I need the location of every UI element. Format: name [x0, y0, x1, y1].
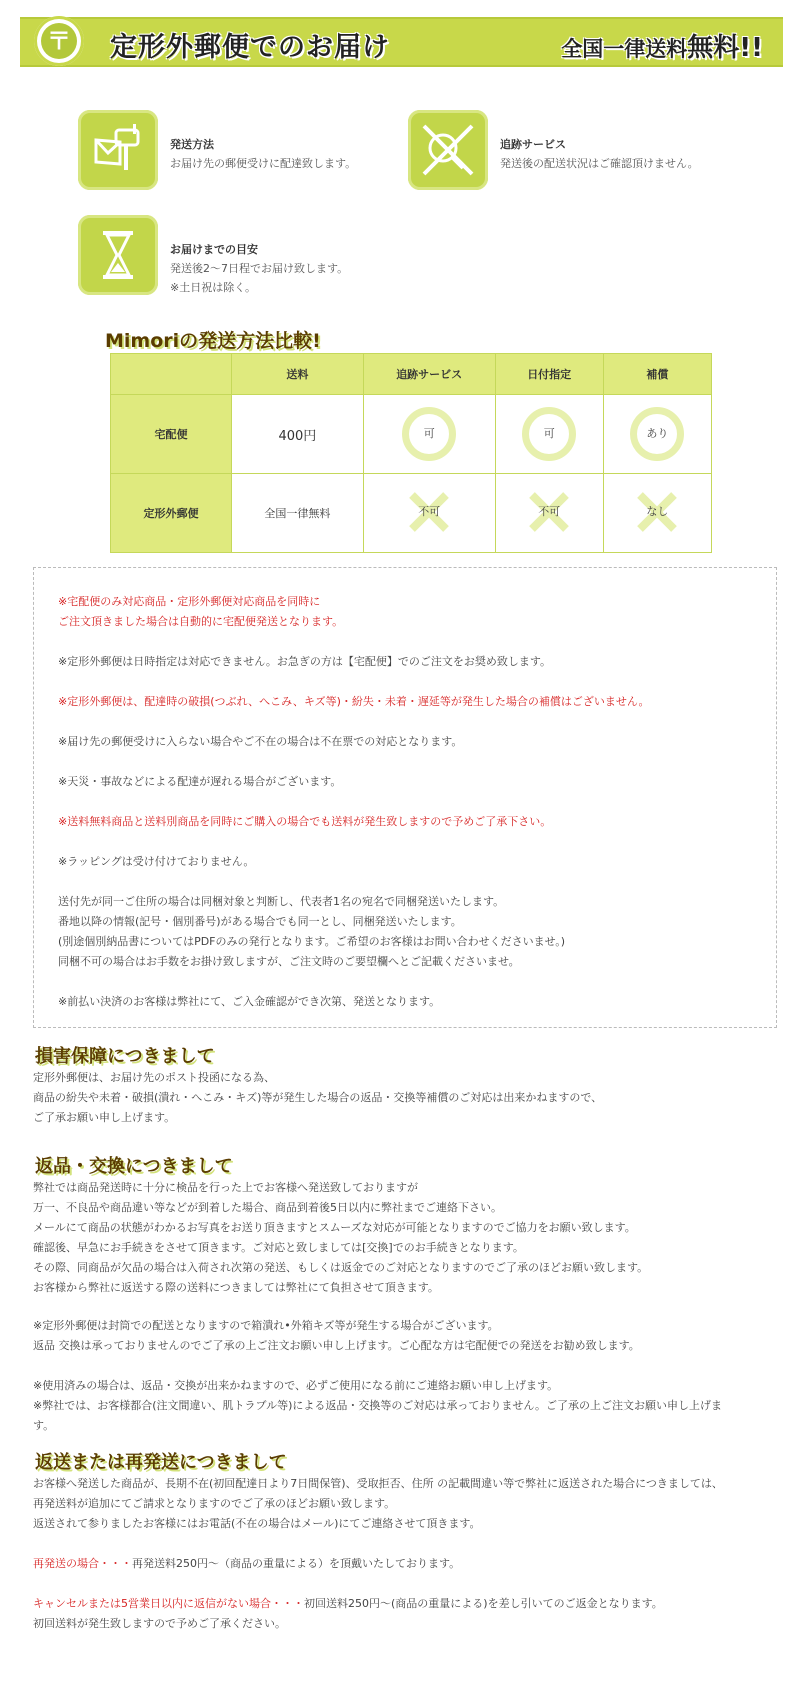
note-line: 送付先が同一ご住所の場合は同梱対象と判断し、代表者1名の宛名で同梱発送いたします。 [58, 895, 505, 908]
cross-label: 不可 [538, 504, 561, 518]
tracking-cell [363, 395, 495, 474]
cancel-line [33, 1594, 663, 1634]
text-line: す。 [33, 1419, 55, 1432]
note-line: 同梱不可の場合はお手数をお掛け致しますが、ご注文時のご要望欄へとご記載くださいませ。 [58, 955, 520, 968]
note-item [58, 732, 462, 752]
feature-desc-line: 発送後2〜7日程でお届け致します。 [170, 262, 349, 275]
table-header-cell: 送料 [232, 354, 364, 395]
table-row [111, 395, 712, 474]
unavailable-cross-icon [524, 487, 574, 537]
resend-label: 再発送の場合・・・ [33, 1557, 132, 1570]
text-line: 初回送料が発生致しますので予めご了承ください。 [33, 1617, 286, 1630]
text-line: 再発送料が追加にてご請求となりますのでご了承のほどお願い致します。 [33, 1497, 396, 1510]
feature-delivery-time [78, 215, 408, 297]
cancel-label: キャンセルまたは5営業日以内に返信がない場合・・・ [33, 1597, 304, 1610]
feature-title: 追跡サービス [500, 138, 566, 151]
text-line: 万一、不良品や商品違い等などが到着した場合、商品到着後5日以内に弊社までご連絡下さい。 [33, 1201, 502, 1214]
note-line: ※ラッピングは受け付けておりません。 [58, 855, 255, 868]
note-line: ※定形外郵便は日時指定は対応できません。お急ぎの方は【宅配便】でのご注文をお奨め致します。 [58, 655, 551, 668]
resend-fee-text: 再発送料250円〜（商品の重量による）を頂戴いたしております。 [132, 1557, 461, 1570]
returns-heading: 返品・交換につきまして [35, 1156, 233, 1177]
table-header-cell: 追跡サービス [363, 354, 495, 395]
text-line: 確認後、早急にお手続きをさせて頂きます。ご対応と致しましては[交換]でのお手続きとなります。 [33, 1241, 524, 1254]
table-header-cell: 補償 [603, 354, 711, 395]
comparison-table [110, 353, 712, 553]
text-line: 定形外郵便は、お届け先のポスト投函になる為、 [33, 1071, 275, 1084]
note-line: 番地以降の情報(記号・個別番号)がある場合でも同一とし、同梱発送いたします。 [58, 915, 462, 928]
note-item [58, 992, 440, 1012]
note-item [58, 692, 650, 712]
text-line: ※定形外郵便は封筒での配送となりますので箱潰れ•外箱キズ等が発生する場合がございます。 [33, 1319, 499, 1332]
available-circle-icon: 可 [522, 407, 576, 461]
cross-label: 不可 [418, 504, 441, 518]
note-item [58, 852, 254, 872]
text-line: 返品 交換は承っておりませんのでご了承の上ご注文お願い申し上げます。ご心配な方は宅配便での発送をお勧め致します。 [33, 1339, 640, 1352]
postal-mark-symbol: 〒 [41, 23, 77, 59]
mailbox-icon [78, 110, 158, 190]
feature-desc-line: 発送後の配送状況はご確認頂けません。 [500, 157, 699, 170]
available-circle-icon: あり [630, 407, 684, 461]
damage-heading: 損害保障につきまして [35, 1046, 215, 1067]
feature-title: 発送方法 [170, 138, 214, 151]
note-line: ※届け先の郵便受けに入らない場合やご不在の場合は不在票での対応となります。 [58, 735, 463, 748]
text-line: 商品の紛失や未着・破損(潰れ・へこみ・キズ)等が発生した場合の返品・交換等補償のご対応は出来かねますので、 [33, 1091, 603, 1104]
row-header-takuhaibin: 宅配便 [111, 395, 232, 474]
resend-fee-line [33, 1554, 460, 1574]
note-line: (別途個別納品書についてはPDFのみの発行となります。ご希望のお客様はお問い合わせくださいませ。) [58, 935, 566, 948]
returns-warning-1 [33, 1316, 640, 1356]
note-item [58, 772, 341, 792]
feature-shipping-method [78, 110, 408, 192]
cancel-text: 初回送料250円〜(商品の重量による)を差し引いてのご返金となります。 [304, 1597, 663, 1610]
no-tracking-icon [408, 110, 488, 190]
feature-desc-line: お届け先の郵便受けに配達致します。 [170, 157, 357, 170]
note-line: ※送料無料商品と送料別商品を同時にご購入の場合でも送料が発生致しますので予めご了承下さい。 [58, 815, 552, 828]
table-row [111, 474, 712, 553]
note-line: ※定形外郵便は、配達時の破損(つぶれ、へこみ、キズ等)・紛失・未着・遅延等が発生した場合の補償はございません。 [58, 695, 650, 708]
feature-desc-line: ※土日祝は除く。 [170, 281, 256, 294]
text-line: その際、同商品が欠品の場合は入荷され次第の発送、もしくは返金でのご対応となりますのでご了承のほどお願い致します。 [33, 1261, 649, 1274]
header-banner [20, 17, 783, 67]
note-line: ※宅配便のみ対応商品・定形外郵便対応商品を同時に [58, 595, 321, 608]
feature-desc [170, 259, 348, 297]
compensation-cell [603, 395, 711, 474]
note-item [58, 892, 565, 972]
postal-mark-icon [34, 16, 84, 66]
note-line: ※天災・事故などによる配達が遅れる場合がございます。 [58, 775, 342, 788]
damage-text [33, 1068, 602, 1128]
text-line: 返送されて参りましたお客様にはお電話(不在の場合はメール)にてご連絡させて頂きます。 [33, 1517, 481, 1530]
free-shipping-label [561, 27, 763, 64]
fee-cell: 全国一律無料 [232, 474, 364, 553]
hourglass-icon [78, 215, 158, 295]
text-line: メールにて商品の状態がわかるお写真をお送り頂きますとスムーズな対応が可能となりますのでご協力をお願い致します。 [33, 1221, 636, 1234]
note-item [58, 812, 551, 832]
text-line: お客様へ発送した商品が、長期不在(初回配達日より7日間保管)、受取拒否、住所 の記載間違い等で弊社に返送された場合につきましては、 [33, 1477, 723, 1490]
text-line: お客様から弊社に返送する際の送料につきましては弊社にて負担させて頂きます。 [33, 1281, 439, 1294]
cross-label: なし [646, 504, 669, 518]
date-cell [495, 474, 603, 553]
compensation-cell [603, 474, 711, 553]
unavailable-cross-icon [404, 487, 454, 537]
resend-heading: 返送または再発送につきまして [35, 1452, 287, 1473]
text-line: ご了承お願い申し上げます。 [33, 1111, 176, 1124]
text-line: ※使用済みの場合は、返品・交換が出来かねますので、必ずご使用になる前にご連絡お願い申し上げます。 [33, 1379, 559, 1392]
feature-tracking [408, 110, 748, 192]
returns-warning-2 [33, 1376, 722, 1436]
text-line: ※弊社では、お客様都合(注文間違い、肌トラブル等)による返品・交換等のご対応は承っておりません。ご了承の上ご注文お願い申し上げま [33, 1399, 723, 1412]
row-header-teikeigai: 定形外郵便 [111, 474, 232, 553]
available-circle-icon: 可 [402, 407, 456, 461]
note-item [58, 592, 343, 632]
returns-text [33, 1178, 648, 1298]
unavailable-cross-icon [632, 487, 682, 537]
notes-box [33, 567, 777, 1028]
tracking-cell [363, 474, 495, 553]
free-shipping-emphasis: 無料!! [687, 33, 763, 63]
note-item [58, 652, 551, 672]
comparison-title: Mimoriの発送方法比較! [105, 330, 321, 352]
feature-title: お届けまでの目安 [170, 243, 258, 256]
fee-cell: 400円 [232, 395, 364, 474]
feature-desc [170, 154, 356, 173]
resend-text [33, 1474, 723, 1534]
table-header-cell: 日付指定 [495, 354, 603, 395]
note-line: ※前払い決済のお客様は弊社にて、ご入金確認ができ次第、発送となります。 [58, 995, 441, 1008]
table-header-cell [111, 354, 232, 395]
banner-title: 定形外郵便でのお届け [110, 32, 390, 63]
date-cell [495, 395, 603, 474]
table-header-row [111, 354, 712, 395]
feature-desc [500, 154, 699, 173]
note-line: ご注文頂きました場合は自動的に宅配便発送となります。 [58, 615, 344, 628]
text-line: 弊社では商品発送時に十分に検品を行った上でお客様へ発送致しておりますが [33, 1181, 418, 1194]
free-shipping-prefix: 全国一律送料 [561, 37, 688, 61]
